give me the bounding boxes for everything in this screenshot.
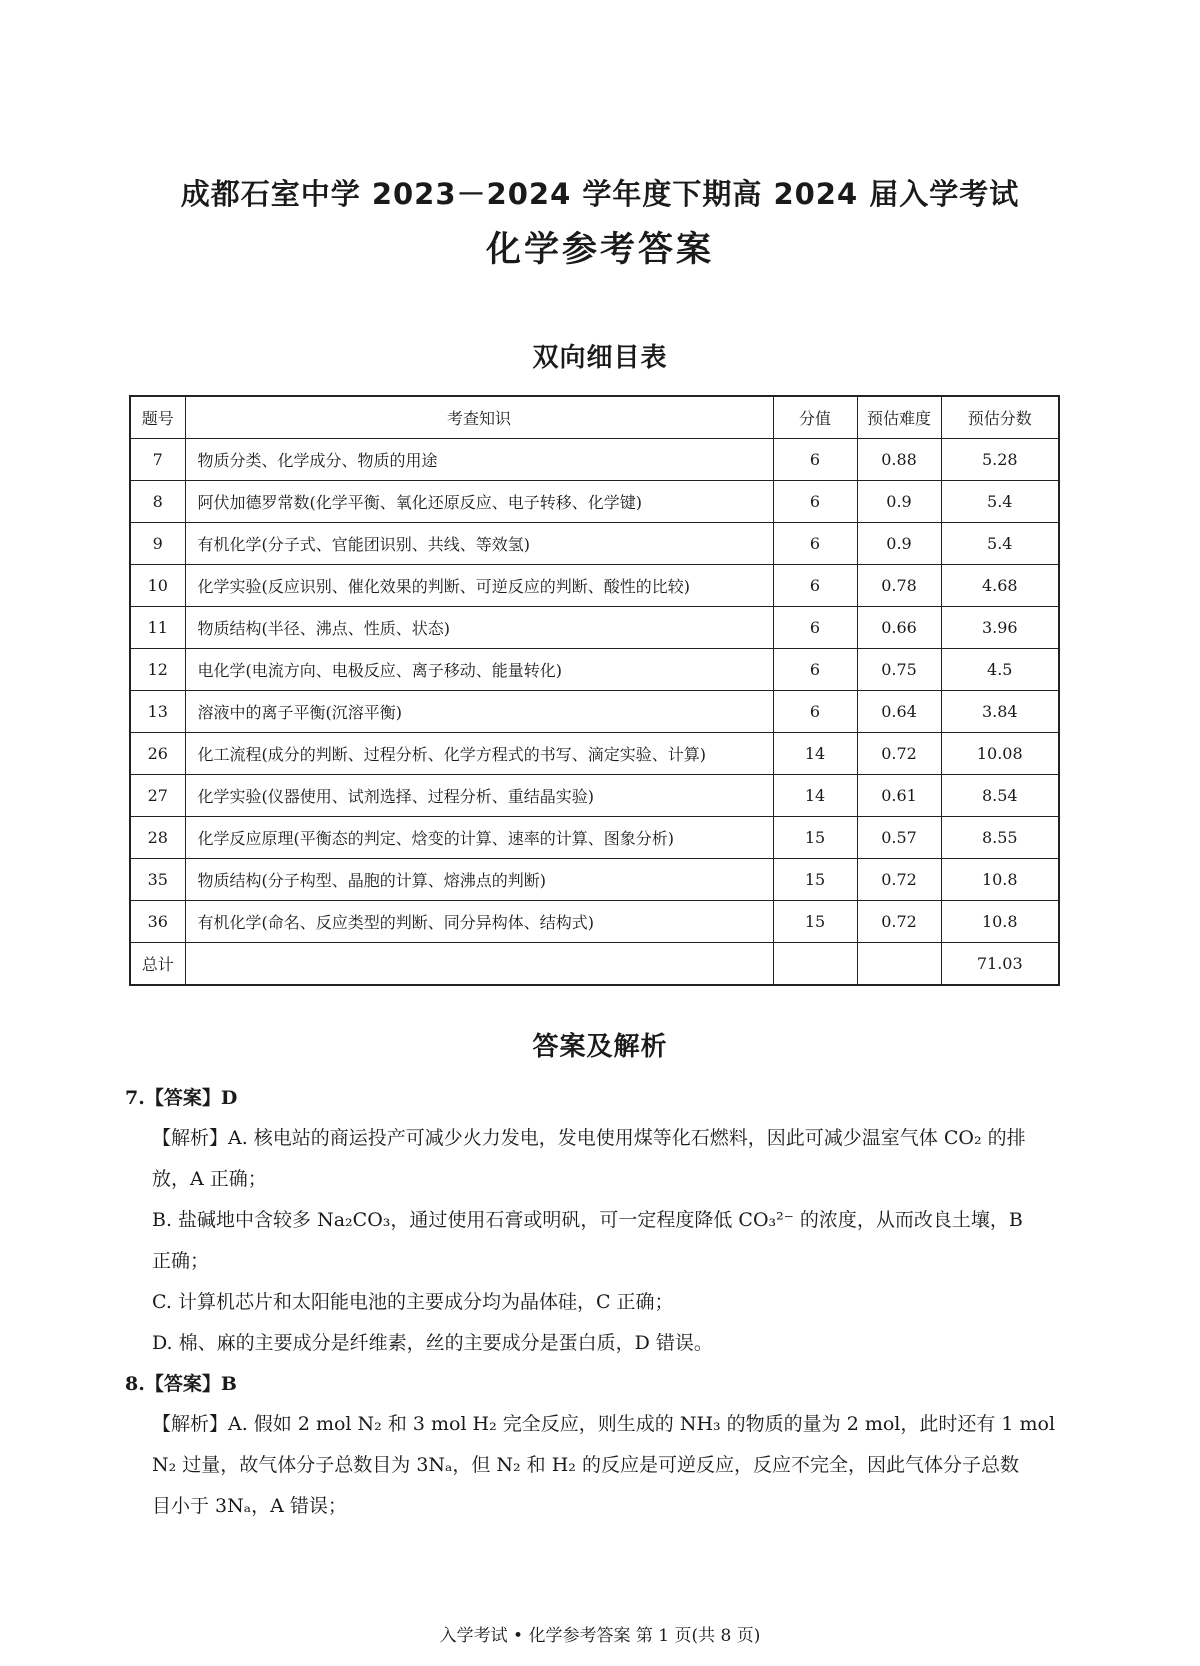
cell-topic: 阿伏加德罗常数(化学平衡、氧化还原反应、电子转移、化学键)	[185, 481, 773, 523]
cell-difficulty: 0.75	[857, 649, 941, 691]
table-row	[130, 901, 1059, 943]
cell-topic: 电化学(电流方向、电极反应、离子移动、能量转化)	[185, 649, 773, 691]
cell-score: 6	[773, 607, 857, 649]
cell-number: 8	[130, 481, 185, 523]
cell-difficulty: 0.57	[857, 817, 941, 859]
cell-score: 6	[773, 439, 857, 481]
cell-difficulty: 0.66	[857, 607, 941, 649]
table-section-title: 双向细目表	[532, 343, 668, 373]
cell-score: 15	[773, 817, 857, 859]
q7-explanation-line: B. 盐碱地中含较多 Na₂CO₃，通过使用石膏或明矾，可一定程度降低 CO₃²⁻ 的浓度，从而改良土壤，B	[152, 1209, 1023, 1231]
cell-number: 36	[130, 901, 185, 943]
table-row	[130, 859, 1059, 901]
table-row	[130, 817, 1059, 859]
cell-estimate: 10.8	[941, 859, 1059, 901]
cell-estimate: 3.96	[941, 607, 1059, 649]
cell-total-difficulty	[857, 943, 941, 986]
cell-estimate: 8.55	[941, 817, 1059, 859]
q8-explanation-line: 目小于 3Nₐ，A 错误；	[152, 1495, 347, 1517]
table-row	[130, 607, 1059, 649]
q7-explanation-line: 正确；	[152, 1250, 210, 1272]
cell-topic: 物质结构(分子构型、晶胞的计算、熔沸点的判断)	[185, 859, 773, 901]
cell-difficulty: 0.78	[857, 565, 941, 607]
cell-topic: 化学反应原理(平衡态的判定、焓变的计算、速率的计算、图象分析)	[185, 817, 773, 859]
q7-explanation-line: 放，A 正确；	[152, 1168, 267, 1190]
page-subtitle: 化学参考答案	[485, 230, 714, 270]
cell-number: 13	[130, 691, 185, 733]
column-header-number: 题号	[130, 396, 185, 439]
cell-score: 6	[773, 649, 857, 691]
q8-explanation-line: 【解析】A. 假如 2 mol N₂ 和 3 mol H₂ 完全反应，则生成的 NH₃ 的物质的量为 2 mol，此时还有 1 mol	[152, 1413, 1056, 1435]
q7-explanation-line: 【解析】A. 核电站的商运投产可减少火力发电，发电使用煤等化石燃料，因此可减少温室气体 CO₂ 的排	[152, 1127, 1026, 1149]
table-row	[130, 775, 1059, 817]
cell-topic: 化学实验(反应识别、催化效果的判断、可逆反应的判断、酸性的比较)	[185, 565, 773, 607]
cell-score: 15	[773, 859, 857, 901]
column-header-difficulty: 预估难度	[857, 396, 941, 439]
cell-number: 10	[130, 565, 185, 607]
cell-topic: 化工流程(成分的判断、过程分析、化学方程式的书写、滴定实验、计算)	[185, 733, 773, 775]
page-footer: 入学考试 • 化学参考答案 第 1 页(共 8 页)	[439, 1626, 761, 1646]
column-header-estimate: 预估分数	[941, 396, 1059, 439]
q7-explanation-line: D. 棉、麻的主要成分是纤维素，丝的主要成分是蛋白质，D 错误。	[152, 1332, 713, 1354]
table-row	[130, 649, 1059, 691]
cell-difficulty: 0.64	[857, 691, 941, 733]
table-row	[130, 691, 1059, 733]
cell-difficulty: 0.72	[857, 859, 941, 901]
cell-topic: 物质结构(半径、沸点、性质、状态)	[185, 607, 773, 649]
cell-topic: 有机化学(分子式、官能团识别、共线、等效氢)	[185, 523, 773, 565]
column-header-score: 分值	[773, 396, 857, 439]
cell-estimate: 5.28	[941, 439, 1059, 481]
q7-answer-heading: 7.【答案】D	[125, 1087, 238, 1109]
table-total-row	[130, 943, 1059, 986]
cell-score: 15	[773, 901, 857, 943]
table-row	[130, 733, 1059, 775]
cell-estimate: 4.68	[941, 565, 1059, 607]
cell-number: 7	[130, 439, 185, 481]
cell-estimate: 5.4	[941, 481, 1059, 523]
cell-number: 26	[130, 733, 185, 775]
cell-total-label: 总计	[130, 943, 185, 986]
cell-number: 9	[130, 523, 185, 565]
cell-number: 27	[130, 775, 185, 817]
q7-explanation-line: C. 计算机芯片和太阳能电池的主要成分均为晶体硅，C 正确；	[152, 1291, 674, 1313]
cell-number: 28	[130, 817, 185, 859]
cell-total-estimate: 71.03	[941, 943, 1059, 986]
cell-estimate: 8.54	[941, 775, 1059, 817]
cell-topic: 溶液中的离子平衡(沉溶平衡)	[185, 691, 773, 733]
cell-score: 14	[773, 775, 857, 817]
cell-score: 14	[773, 733, 857, 775]
table-row	[130, 481, 1059, 523]
column-header-topic: 考查知识	[185, 396, 773, 439]
cell-difficulty: 0.9	[857, 523, 941, 565]
table-row	[130, 523, 1059, 565]
table-header-row	[130, 396, 1059, 439]
cell-score: 6	[773, 691, 857, 733]
cell-estimate: 4.5	[941, 649, 1059, 691]
cell-number: 11	[130, 607, 185, 649]
q8-explanation-line: N₂ 过量，故气体分子总数目为 3Nₐ，但 N₂ 和 H₂ 的反应是可逆反应，反应不完全，因此气体分子总数	[152, 1454, 1019, 1476]
cell-estimate: 3.84	[941, 691, 1059, 733]
cell-score: 6	[773, 565, 857, 607]
cell-estimate: 10.8	[941, 901, 1059, 943]
answers-body	[125, 1078, 1060, 1527]
cell-topic: 化学实验(仪器使用、试剂选择、过程分析、重结晶实验)	[185, 775, 773, 817]
cell-estimate: 5.4	[941, 523, 1059, 565]
table-row	[130, 565, 1059, 607]
q8-answer-heading: 8.【答案】B	[125, 1373, 237, 1395]
cell-total-score	[773, 943, 857, 986]
cell-number: 12	[130, 649, 185, 691]
spec-table	[129, 395, 1060, 986]
page-title: 成都石室中学 2023－2024 学年度下期高 2024 届入学考试	[180, 177, 1020, 211]
cell-estimate: 10.08	[941, 733, 1059, 775]
cell-difficulty: 0.61	[857, 775, 941, 817]
cell-total-topic	[185, 943, 773, 986]
cell-difficulty: 0.72	[857, 733, 941, 775]
cell-score: 6	[773, 523, 857, 565]
answers-section-title: 答案及解析	[532, 1032, 668, 1062]
cell-topic: 有机化学(命名、反应类型的判断、同分异构体、结构式)	[185, 901, 773, 943]
cell-score: 6	[773, 481, 857, 523]
cell-difficulty: 0.88	[857, 439, 941, 481]
cell-difficulty: 0.72	[857, 901, 941, 943]
cell-difficulty: 0.9	[857, 481, 941, 523]
cell-topic: 物质分类、化学成分、物质的用途	[185, 439, 773, 481]
cell-number: 35	[130, 859, 185, 901]
table-row	[130, 439, 1059, 481]
